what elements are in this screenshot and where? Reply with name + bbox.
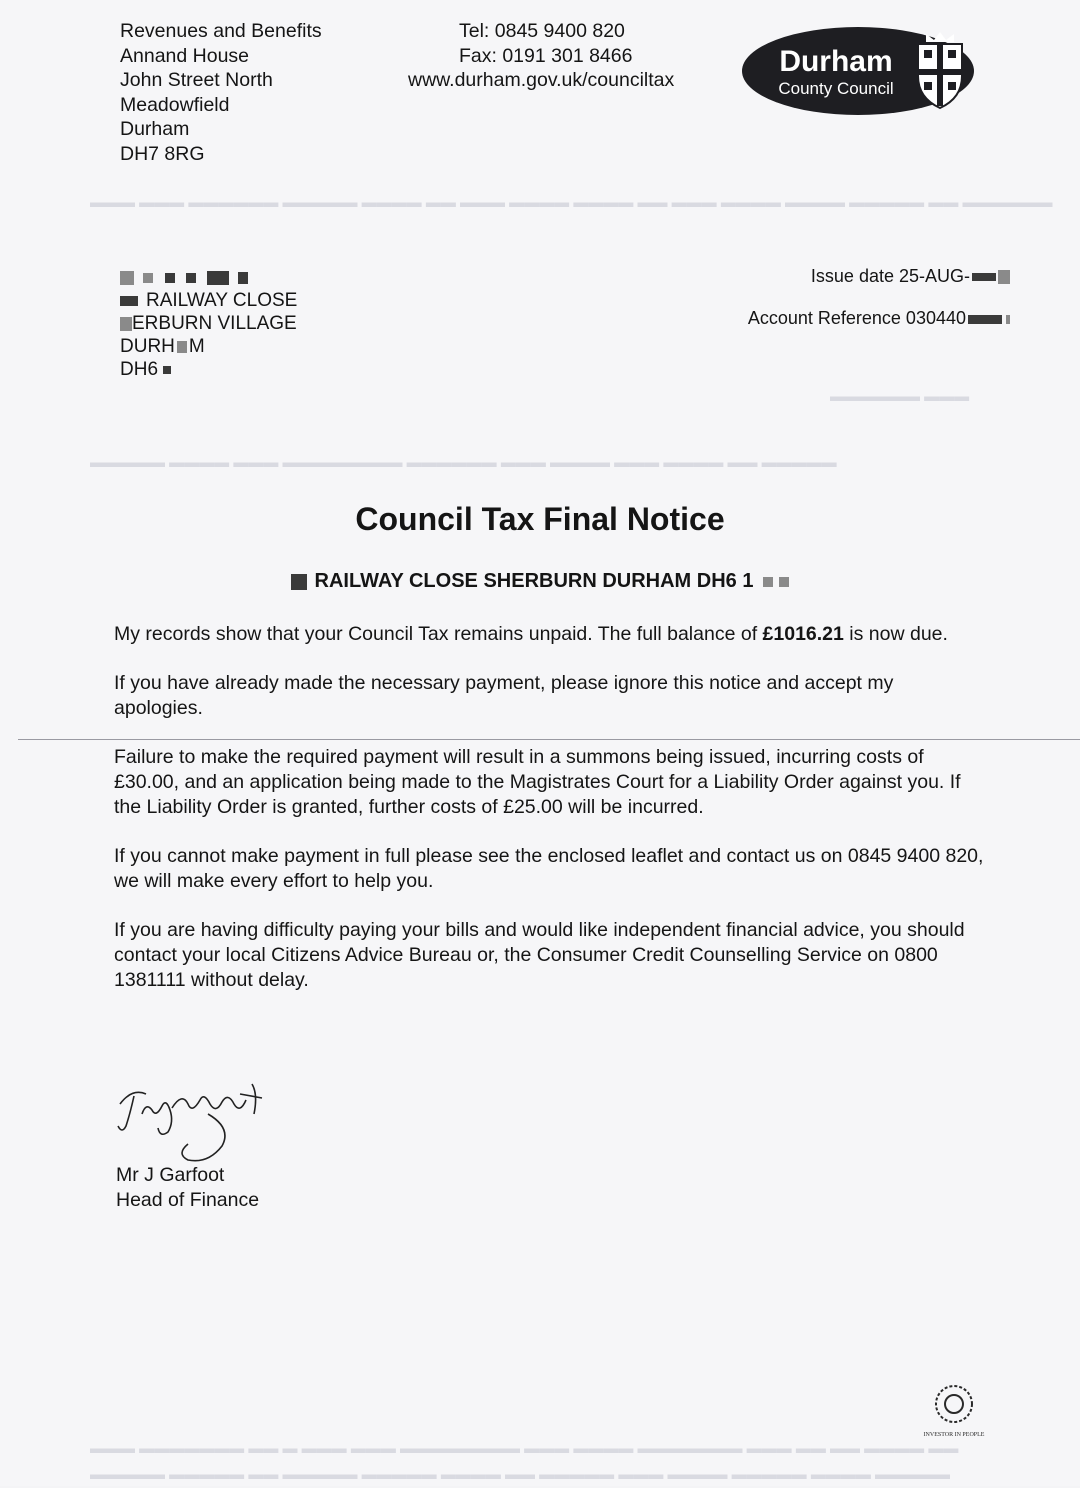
paragraph-apology: If you have already made the necessary payment, please ignore this notice and accept my apologies. (114, 672, 894, 719)
investor-in-people-badge (908, 1380, 1000, 1442)
badge-text: INVESTOR IN PEOPLE (923, 1432, 985, 1438)
recipient-village: ERBURN VILLAGE (132, 313, 297, 334)
reverse-side-show-through: ▬▬▬ ▬▬▬ ▬▬▬▬▬▬ ▬▬▬▬▬ ▬▬▬▬ ▬▬ ▬▬▬ ▬▬▬▬ ▬▬▬▬ ▬▬ ▬▬▬ ▬▬▬▬ ▬▬▬▬ ▬▬▬▬▬ ▬▬ ▬▬▬▬▬▬ ▬▬▬▬▬▬ ▬▬▬ ▬▬▬▬▬ ▬▬▬▬ ▬▬▬ ▬▬▬▬▬▬▬▬ ▬▬▬▬▬▬ ▬▬▬ ▬▬▬▬ ▬▬▬ ▬▬▬▬ ▬▬ ▬▬▬▬▬ ▬▬▬ ▬▬▬▬▬▬▬ ▬▬ ▬ ▬▬▬ ▬▬▬ ▬▬▬▬▬▬▬▬ ▬▬▬ ▬▬▬▬ ▬▬▬▬▬▬▬ ▬▬▬ ▬▬ ▬▬ ▬▬▬▬ ▬▬ ▬▬▬▬▬ ▬▬▬▬▬ ▬▬ ▬▬▬▬▬ ▬▬▬▬▬ ▬▬▬▬ ▬▬ ▬▬▬▬▬ ▬▬▬ ▬▬▬▬ ▬▬▬▬▬ ▬▬▬▬ ▬▬▬▬▬ (90, 194, 1053, 1483)
fax-number: Fax: 0191 301 8466 (459, 44, 633, 67)
contact-details (408, 19, 674, 93)
account-reference: Account Reference 030440 (747, 308, 966, 328)
coat-of-arms-icon (918, 32, 962, 108)
balance-text-end: is now due. (843, 623, 948, 645)
logo-name: Durham (779, 45, 893, 78)
paragraph-advice: If you are having difficulty paying your bills and would like independent financial advice, you should contact your local Citizens Advice Bureau or, the Consumer Credit Counselling Service on 0800 1381111 without delay. (114, 919, 965, 991)
property-address (0, 570, 1080, 593)
handwritten-signature (112, 1074, 282, 1169)
signatory (116, 1163, 259, 1213)
paragraph-summons: Failure to make the required payment will result in a summons being issued, incurring costs of £30.00, and an application being made to the Magistrates Court for a Liability Order against you. If the Liability Order is granted, further costs of £25.00 will be incurred. (114, 746, 961, 818)
recipient-name-redacted (120, 266, 297, 289)
recipient-town-end: M (188, 336, 205, 357)
paragraph-balance (114, 622, 984, 647)
recipient-address (120, 266, 297, 381)
logo-subtitle: County Council (778, 79, 894, 98)
durham-county-council-logo (742, 24, 982, 118)
recipient-postcode: DH6 (120, 359, 159, 380)
signatory-name: Mr J Garfoot (116, 1164, 225, 1186)
property-address-text: RAILWAY CLOSE SHERBURN DURHAM DH6 1 (314, 570, 754, 592)
sender-address-line: Meadowfield (120, 93, 230, 116)
sender-address-line: John Street North (120, 69, 273, 91)
notice-title: Council Tax Final Notice (355, 501, 725, 537)
recipient-town: DURH (120, 336, 175, 357)
notice-meta (748, 266, 1010, 350)
sender-address-line: Revenues and Benefits (120, 20, 322, 42)
notice-body (114, 622, 984, 1017)
sender-address (120, 19, 322, 166)
sender-address-line: Durham (120, 118, 190, 140)
website-url: www.durham.gov.uk/counciltax (408, 69, 675, 91)
signatory-role: Head of Finance (116, 1189, 260, 1211)
sender-address-line: DH7 8RG (120, 142, 205, 165)
issue-date: Issue date 25-AUG- (810, 266, 970, 286)
balance-amount: £1016.21 (762, 623, 844, 645)
paragraph-contact: If you cannot make payment in full please see the enclosed leaflet and contact us on 0845 9400 820, we will make every effort to help you. (114, 845, 984, 892)
recipient-street: RAILWAY CLOSE (146, 290, 298, 311)
balance-text: My records show that your Council Tax remains unpaid. The full balance of (114, 623, 763, 645)
sender-address-line: Annand House (120, 44, 250, 67)
telephone-number: Tel: 0845 9400 820 (459, 20, 625, 42)
